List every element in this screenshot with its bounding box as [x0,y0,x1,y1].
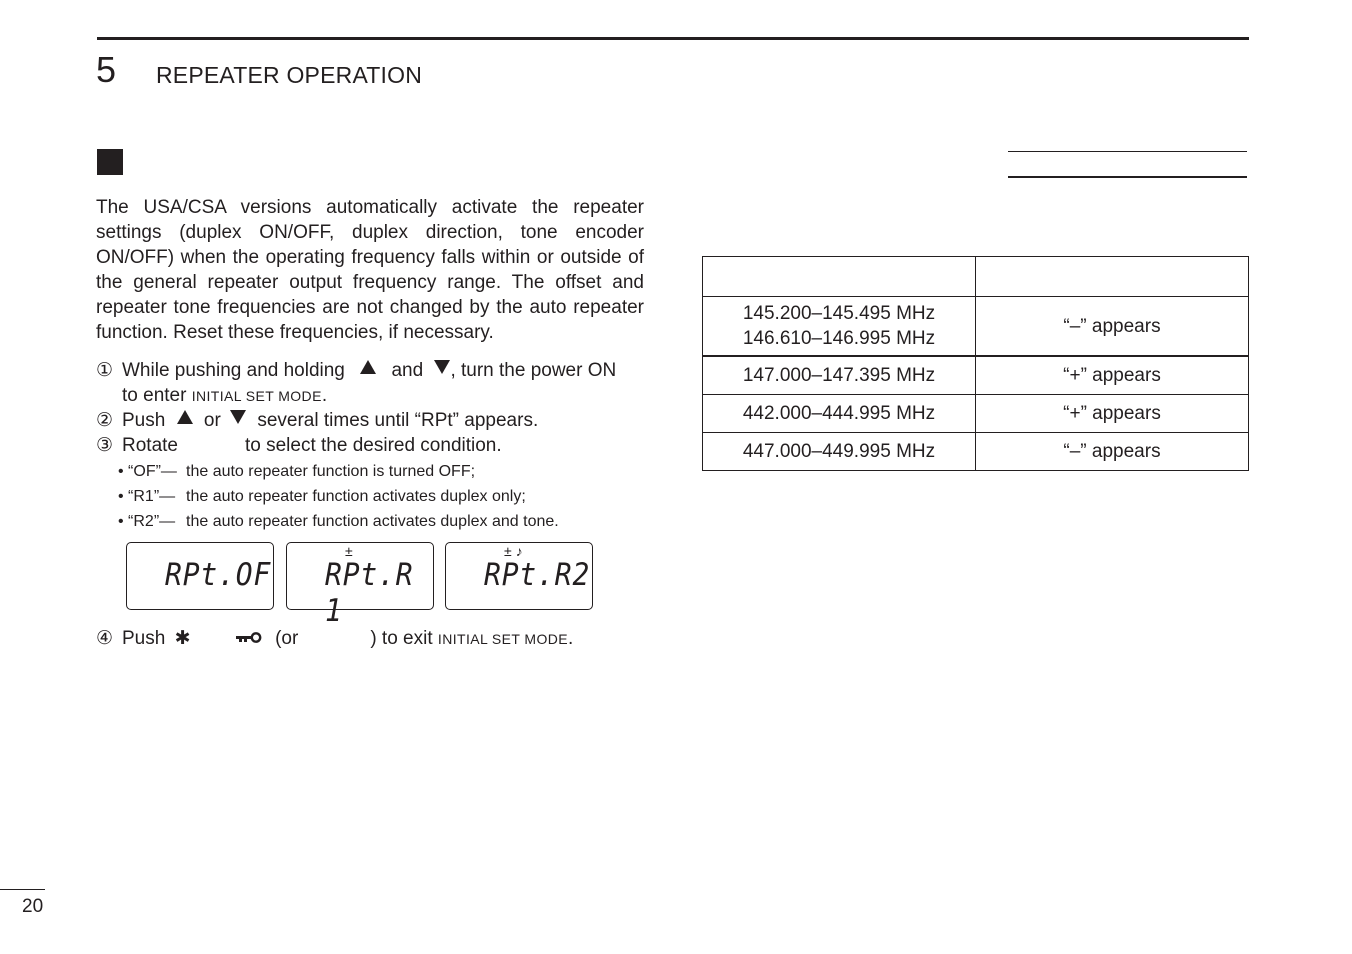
bullet-text: the auto repeater function activates duplex only; [186,488,526,505]
step-4-mode: INITIAL SET MODE [437,631,568,647]
bullet-tag: • “OF”— [118,463,177,480]
down-arrow-icon [230,410,246,424]
page-number: 20 [22,896,44,917]
step-4-text-b: (or [275,628,299,649]
step-2-line [96,408,538,433]
bullet-of [118,459,475,484]
star-key-icon: ✱ [174,628,191,649]
step-3-line [96,433,502,458]
result-cell: “+” appears [976,356,1249,395]
step-4-period: . [568,628,574,649]
right-rule-thick [1008,176,1247,178]
result-cell: “–” appears [976,297,1249,357]
table-row [703,297,1249,357]
step-2-text-a: Push [122,410,166,431]
bullet-tag: • “R2”— [118,513,176,530]
tone-indicator-icon: ± ♪ [504,543,523,559]
step-1-line-1 [96,358,616,383]
step-4-text-c: ) to exit [370,628,433,649]
step-4-line [96,626,573,652]
table-row [703,356,1249,395]
step-1-text-a: While pushing and holding [122,360,345,381]
frequency-cell: 147.000–147.395 MHz [703,356,976,395]
up-arrow-icon [360,360,376,374]
step-1-text-b: and [391,360,424,381]
top-rule [97,37,1249,40]
bullet-r2 [118,509,559,534]
result-cell: “–” appears [976,433,1249,471]
step-4-text-a: Push [122,628,166,649]
up-arrow-icon [177,410,193,424]
down-arrow-icon [434,360,450,374]
chapter-number: 5 [96,49,117,90]
step-1-period: . [321,385,328,406]
repeater-frequency-table [702,256,1249,471]
lcd-text: RPt.OF [165,557,272,593]
table-row [703,433,1249,471]
section-square-icon [97,149,123,175]
step-2-text-b: or [203,410,221,431]
step-2-text-c: several times until “RPt” appears. [257,410,539,431]
lcd-display-of [126,542,274,610]
key-lock-icon [236,626,262,638]
bullet-tag: • “R1”— [118,488,176,505]
result-cell: “+” appears [976,395,1249,433]
page-number-rule [0,889,45,890]
chapter-title: REPEATER OPERATION [156,62,423,88]
table-header-cell [976,257,1249,297]
frequency-cell: 447.000–449.995 MHz [703,433,976,471]
step-1-line-2 [122,383,327,409]
table-header-cell [703,257,976,297]
step-3-text-b: to select the desired condition. [244,435,502,456]
table-row [703,395,1249,433]
step-1-text-d: to enter [122,385,187,406]
step-1-mode: INITIAL SET MODE [191,388,322,404]
right-rule-thin [1008,151,1247,152]
duplex-indicator-icon: ± [345,543,353,559]
bullet-r1 [118,484,526,509]
step-3-number: ③ [96,435,114,456]
lcd-text: RPt.R 1 [325,557,414,629]
lcd-display-r2 [445,542,593,610]
frequency-cell: 442.000–444.995 MHz [703,395,976,433]
step-3-text-a: Rotate [122,435,178,456]
frequency-range: 145.200–145.495 MHz [742,303,936,324]
step-1-number: ① [96,360,114,381]
frequency-cell [703,297,976,357]
table-header-row [703,257,1249,297]
frequency-range: 146.610–146.995 MHz [742,328,936,349]
bullet-text: the auto repeater function activates duplex and tone. [186,513,559,530]
lcd-display-r1 [286,542,434,629]
step-1-text-c: , turn the power ON [450,360,617,381]
step-4-number: ④ [96,628,114,649]
step-2-number: ② [96,410,114,431]
bullet-text: the auto repeater function is turned OFF; [186,463,476,480]
lcd-text: RPt.R2 [484,557,591,593]
intro-paragraph: The USA/CSA versions automatically activate the repeater settings (duplex ON/OFF, duplex direction, tone encoder ON/OFF) when the operating frequency falls within or outside of the general repeater output frequency range. The offset and repeater tone frequencies are not changed by the auto repeater function. Reset these frequencies, if necessary. [96,197,644,343]
